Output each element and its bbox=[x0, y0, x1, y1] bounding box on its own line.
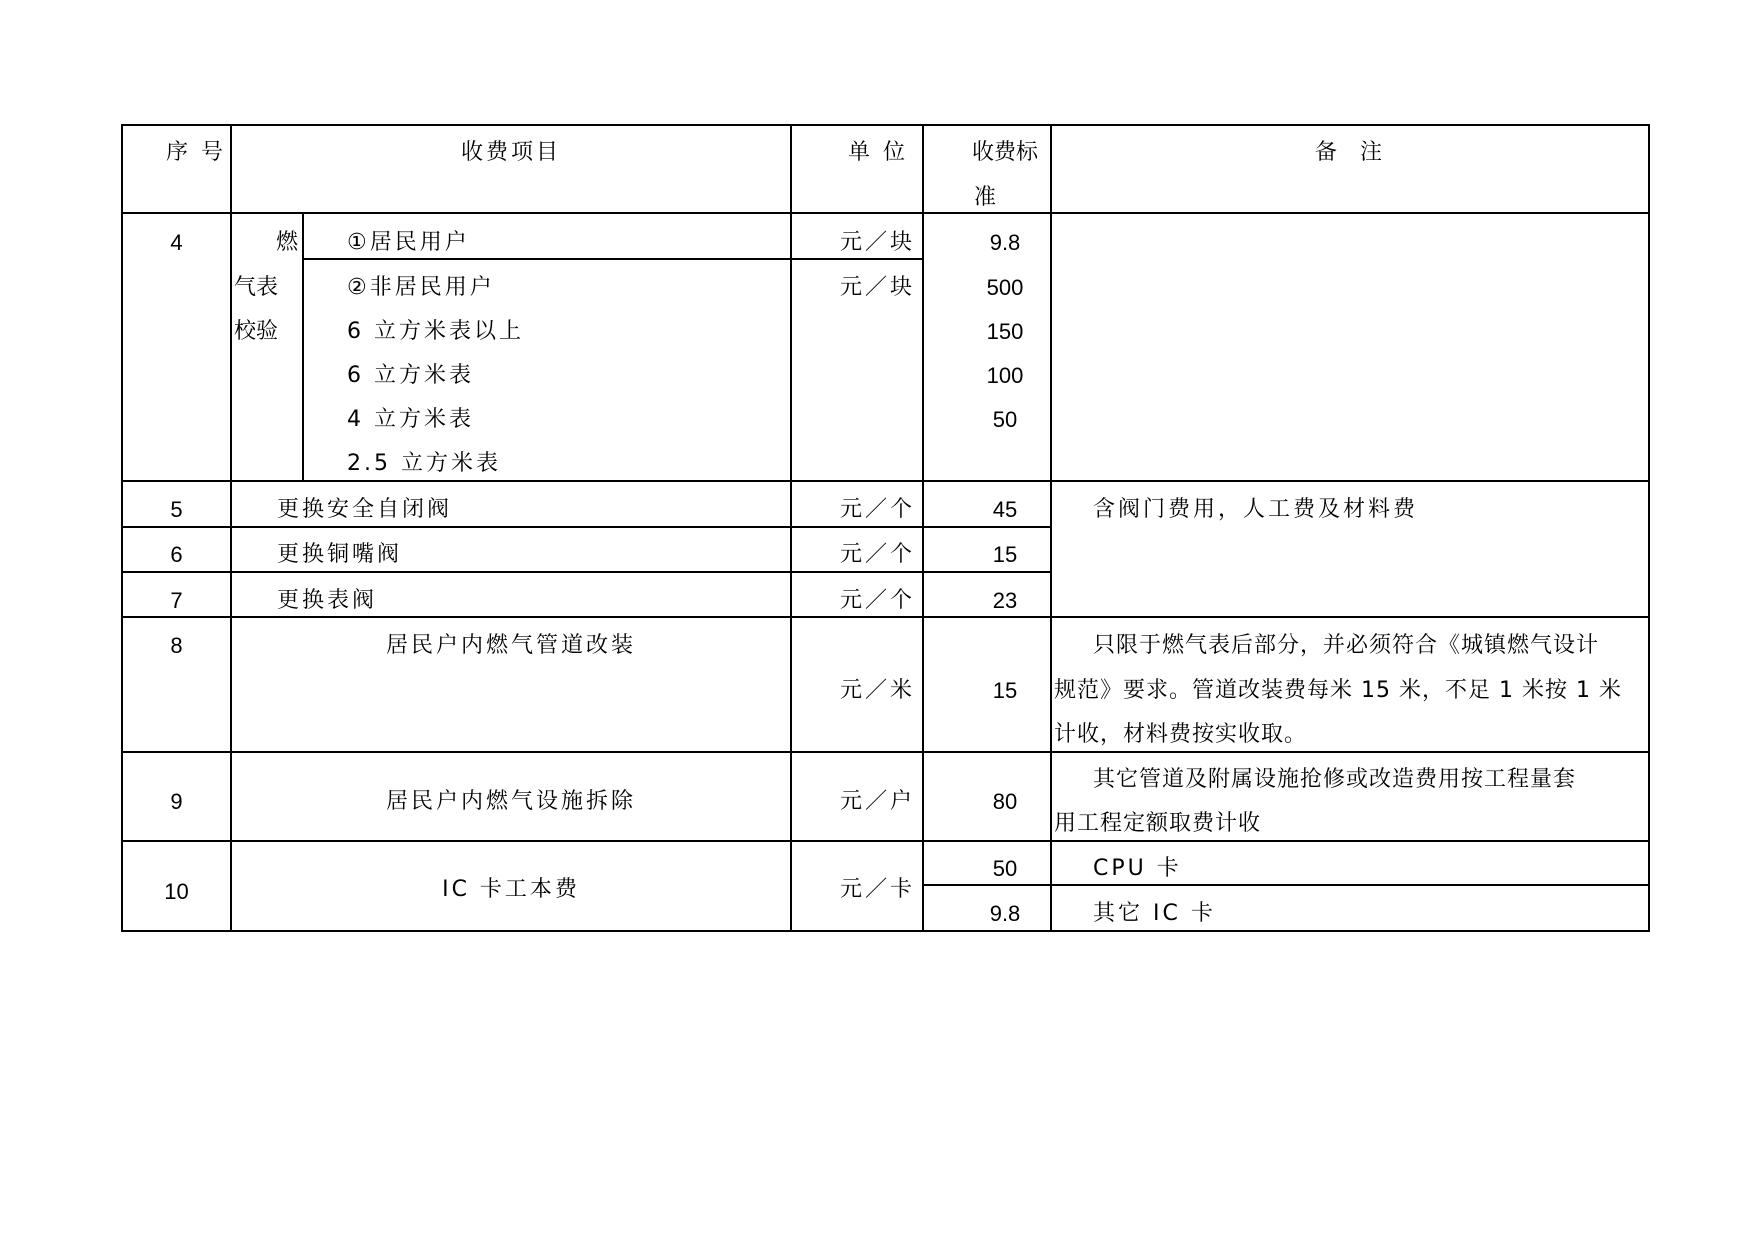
header-remark: 备 注 bbox=[1315, 140, 1385, 165]
rule-row7-bottom bbox=[121, 616, 1650, 618]
header-item: 收费项目 bbox=[460, 140, 561, 165]
item-name: ②非居民用户 bbox=[347, 275, 495, 300]
item-fee: 150 bbox=[986, 319, 1024, 344]
item-fee: 500 bbox=[986, 275, 1024, 300]
item-fee: 50 bbox=[992, 856, 1018, 881]
item-fee: 15 bbox=[992, 678, 1018, 703]
rule-row4-bottom bbox=[121, 480, 1650, 482]
row-number: 10 bbox=[164, 879, 189, 904]
rule-bottom bbox=[121, 930, 1650, 932]
row-number: 9 bbox=[170, 789, 183, 814]
item-unit: 元／米 bbox=[840, 678, 916, 703]
rule-fee-col bbox=[1050, 124, 1052, 932]
rule-row10-split bbox=[922, 884, 1650, 886]
item-name: 居民户内燃气设施拆除 bbox=[385, 789, 636, 814]
remark-line: 其它 IC 卡 bbox=[1093, 901, 1216, 926]
item-name: 居民户内燃气管道改装 bbox=[385, 633, 636, 658]
row-number: 6 bbox=[170, 542, 183, 567]
item-unit: 元／个 bbox=[840, 497, 916, 522]
header-standard-line2: 准 bbox=[974, 185, 997, 210]
rule-unit-col bbox=[922, 124, 924, 932]
remark-line: 用工程定额取费计收 bbox=[1054, 811, 1262, 836]
group-label-line2: 气表 bbox=[234, 275, 279, 300]
item-name: IC 卡工本费 bbox=[442, 877, 580, 902]
item-name: 更换表阀 bbox=[277, 588, 378, 613]
rule-row9-bottom bbox=[121, 840, 1650, 842]
rule-item-col bbox=[790, 124, 792, 932]
rule-group-col bbox=[302, 212, 304, 482]
item-unit: 元／个 bbox=[840, 542, 916, 567]
header-standard-line1: 收费标 bbox=[972, 140, 1039, 165]
remark-line: 只限于燃气表后部分，并必须符合《城镇燃气设计 bbox=[1093, 633, 1600, 658]
item-name: 4 立方米表 bbox=[347, 407, 474, 432]
rule-top bbox=[121, 124, 1650, 126]
group-label-line3: 校验 bbox=[234, 319, 279, 344]
item-name: 更换安全自闭阀 bbox=[277, 497, 453, 522]
remark-line: 其它管道及附属设施抢修或改造费用按工程量套 bbox=[1093, 767, 1577, 792]
row-number: 7 bbox=[170, 588, 183, 613]
item-fee: 9.8 bbox=[989, 901, 1021, 926]
rule-4-sub1 bbox=[302, 258, 922, 260]
item-name: 6 立方米表以上 bbox=[347, 319, 524, 344]
header-unit: 单 位 bbox=[848, 140, 908, 165]
remark-line: CPU 卡 bbox=[1093, 856, 1182, 881]
remark-line: 计收，材料费按实收取。 bbox=[1054, 722, 1308, 747]
item-fee: 15 bbox=[992, 542, 1018, 567]
item-fee: 45 bbox=[992, 497, 1018, 522]
row-number: 4 bbox=[170, 230, 183, 255]
rule-row8-bottom bbox=[121, 751, 1650, 753]
item-fee: 9.8 bbox=[989, 230, 1021, 255]
item-name: 6 立方米表 bbox=[347, 363, 474, 388]
rule-right bbox=[1648, 124, 1650, 932]
item-name: ①居民用户 bbox=[347, 230, 470, 255]
remark-valves: 含阀门费用，人工费及材料费 bbox=[1093, 497, 1419, 522]
item-unit: 元／卡 bbox=[840, 877, 916, 902]
item-name: 更换铜嘴阀 bbox=[277, 542, 403, 567]
item-fee: 50 bbox=[992, 407, 1018, 432]
remark-line: 规范》要求。管道改装费每米 15 米，不足 1 米按 1 米 bbox=[1054, 678, 1622, 703]
row-number: 5 bbox=[170, 497, 183, 522]
item-name: 2.5 立方米表 bbox=[347, 451, 501, 476]
header-no: 序 号 bbox=[166, 140, 226, 165]
item-fee: 100 bbox=[986, 363, 1024, 388]
row-number: 8 bbox=[170, 633, 183, 658]
group-label-line1: 燃 bbox=[276, 230, 299, 255]
item-unit: 元／块 bbox=[840, 275, 916, 300]
rule-row6-bottom bbox=[121, 571, 1052, 573]
item-fee: 23 bbox=[992, 588, 1018, 613]
item-unit: 元／块 bbox=[840, 230, 916, 255]
item-unit: 元／个 bbox=[840, 588, 916, 613]
rule-header-bottom bbox=[121, 212, 1650, 214]
rule-row5-bottom bbox=[121, 526, 1052, 528]
item-fee: 80 bbox=[992, 789, 1018, 814]
item-unit: 元／户 bbox=[840, 789, 916, 814]
